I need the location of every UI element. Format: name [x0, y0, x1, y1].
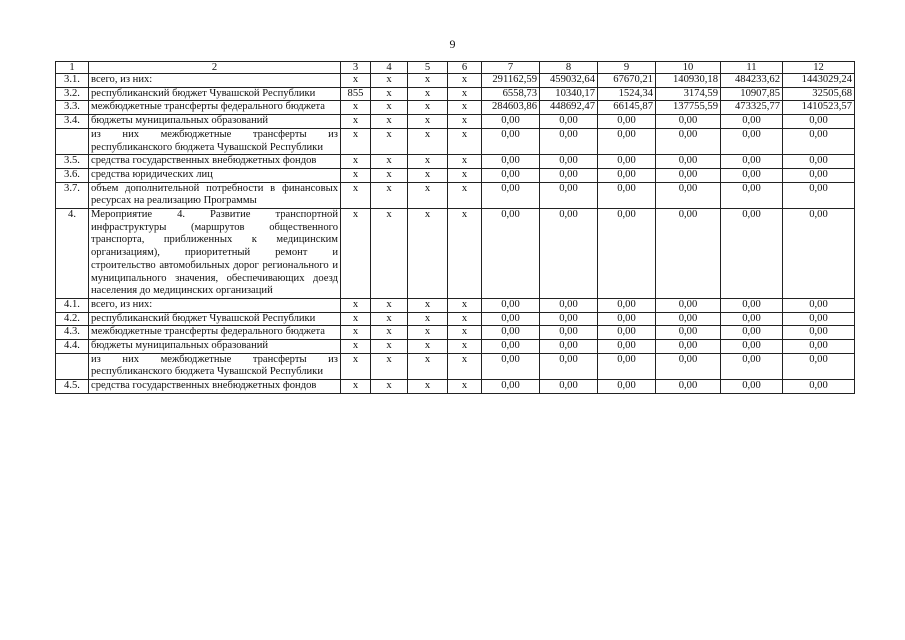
code-cell: х — [408, 115, 448, 129]
column-header: 12 — [783, 62, 855, 74]
table-row — [56, 74, 855, 88]
amount-cell: 0,00 — [656, 209, 721, 299]
table-row — [56, 312, 855, 326]
amount-cell: 0,00 — [482, 182, 540, 208]
table-row — [56, 128, 855, 154]
row-name-cell: межбюджетные трансферты федерального бюджета — [89, 101, 341, 115]
table-row — [56, 115, 855, 129]
code-cell: х — [408, 326, 448, 340]
code-cell: х — [341, 128, 371, 154]
table-row — [56, 87, 855, 101]
amount-cell: 0,00 — [482, 380, 540, 394]
code-cell: х — [448, 312, 482, 326]
amount-cell: 0,00 — [482, 115, 540, 129]
row-number-cell: 4.4. — [56, 340, 89, 354]
code-cell: х — [341, 74, 371, 88]
amount-cell: 0,00 — [783, 380, 855, 394]
code-cell: х — [341, 115, 371, 129]
amount-cell: 0,00 — [540, 209, 598, 299]
amount-cell: 0,00 — [783, 128, 855, 154]
amount-cell: 0,00 — [598, 182, 656, 208]
amount-cell: 10907,85 — [721, 87, 783, 101]
row-number-cell: 3.1. — [56, 74, 89, 88]
code-cell: х — [341, 380, 371, 394]
amount-cell: 6558,73 — [482, 87, 540, 101]
amount-cell: 0,00 — [721, 155, 783, 169]
amount-cell: 0,00 — [598, 168, 656, 182]
amount-cell: 0,00 — [656, 298, 721, 312]
amount-cell: 0,00 — [540, 168, 598, 182]
page-number: 9 — [449, 37, 456, 51]
amount-cell: 0,00 — [482, 168, 540, 182]
code-cell: х — [371, 101, 408, 115]
code-cell: х — [371, 312, 408, 326]
row-name-cell: всего, из них: — [89, 74, 341, 88]
amount-cell: 0,00 — [482, 209, 540, 299]
amount-cell: 484233,62 — [721, 74, 783, 88]
amount-cell: 1524,34 — [598, 87, 656, 101]
row-name-cell: республиканский бюджет Чувашской Республики — [89, 312, 341, 326]
amount-cell: 10340,17 — [540, 87, 598, 101]
amount-cell: 140930,18 — [656, 74, 721, 88]
amount-cell: 0,00 — [656, 353, 721, 379]
amount-cell: 448692,47 — [540, 101, 598, 115]
amount-cell: 0,00 — [540, 326, 598, 340]
code-cell: х — [448, 115, 482, 129]
amount-cell: 0,00 — [598, 326, 656, 340]
row-number-cell: 3.5. — [56, 155, 89, 169]
table-row — [56, 326, 855, 340]
code-cell: х — [371, 115, 408, 129]
amount-cell: 0,00 — [482, 128, 540, 154]
code-cell: х — [448, 298, 482, 312]
code-cell: х — [408, 128, 448, 154]
row-name-cell: межбюджетные трансферты федерального бюджета — [89, 326, 341, 340]
code-cell: х — [341, 353, 371, 379]
amount-cell: 0,00 — [656, 380, 721, 394]
amount-cell: 66145,87 — [598, 101, 656, 115]
amount-cell: 0,00 — [783, 312, 855, 326]
row-number-cell: 3.2. — [56, 87, 89, 101]
amount-cell: 0,00 — [783, 353, 855, 379]
table-row — [56, 209, 855, 299]
code-cell: 855 — [341, 87, 371, 101]
code-cell: х — [341, 326, 371, 340]
amount-cell: 1410523,57 — [783, 101, 855, 115]
row-number-cell: 4.1. — [56, 298, 89, 312]
amount-cell: 0,00 — [783, 115, 855, 129]
amount-cell: 0,00 — [656, 326, 721, 340]
code-cell: х — [341, 312, 371, 326]
code-cell: х — [448, 168, 482, 182]
amount-cell: 0,00 — [540, 312, 598, 326]
code-cell: х — [408, 298, 448, 312]
amount-cell: 0,00 — [721, 209, 783, 299]
amount-cell: 0,00 — [482, 326, 540, 340]
table-row — [56, 101, 855, 115]
code-cell: х — [408, 380, 448, 394]
code-cell: х — [448, 182, 482, 208]
row-name-cell: бюджеты муниципальных образований — [89, 340, 341, 354]
amount-cell: 0,00 — [721, 115, 783, 129]
amount-cell: 3174,59 — [656, 87, 721, 101]
table-row — [56, 340, 855, 354]
code-cell: х — [371, 209, 408, 299]
amount-cell: 32505,68 — [783, 87, 855, 101]
amount-cell: 0,00 — [540, 155, 598, 169]
code-cell: х — [408, 155, 448, 169]
amount-cell: 0,00 — [598, 298, 656, 312]
code-cell: х — [371, 340, 408, 354]
amount-cell: 0,00 — [783, 182, 855, 208]
amount-cell: 137755,59 — [656, 101, 721, 115]
code-cell: х — [408, 209, 448, 299]
code-cell: х — [408, 101, 448, 115]
column-header: 5 — [408, 62, 448, 74]
amount-cell: 0,00 — [783, 298, 855, 312]
code-cell: х — [341, 209, 371, 299]
row-name-cell: Мероприятие 4. Развитие транспортной инфраструктуры (маршрутов общественного транспорта, приближенных к медицинским организациям), приоритетный ремонт и строительство автомобильных дорог регионального и муниципального значения, обеспечивающих доезд населения до медицинских организаций — [89, 209, 341, 299]
code-cell: х — [371, 128, 408, 154]
budget-table — [55, 61, 855, 394]
amount-cell: 0,00 — [656, 182, 721, 208]
code-cell: х — [408, 340, 448, 354]
amount-cell: 459032,64 — [540, 74, 598, 88]
code-cell: х — [408, 353, 448, 379]
amount-cell: 0,00 — [540, 128, 598, 154]
code-cell: х — [448, 209, 482, 299]
row-number-cell: 3.6. — [56, 168, 89, 182]
column-header: 9 — [598, 62, 656, 74]
amount-cell: 0,00 — [482, 312, 540, 326]
table-row — [56, 155, 855, 169]
amount-cell: 0,00 — [598, 353, 656, 379]
amount-cell: 0,00 — [482, 353, 540, 379]
column-header: 6 — [448, 62, 482, 74]
row-name-cell: республиканский бюджет Чувашской Республики — [89, 87, 341, 101]
row-number-cell — [56, 128, 89, 154]
amount-cell: 284603,86 — [482, 101, 540, 115]
code-cell: х — [408, 312, 448, 326]
column-number-row — [56, 62, 855, 74]
row-number-cell: 3.7. — [56, 182, 89, 208]
row-name-cell: всего, из них: — [89, 298, 341, 312]
amount-cell: 0,00 — [482, 340, 540, 354]
amount-cell: 0,00 — [721, 298, 783, 312]
table-row — [56, 298, 855, 312]
amount-cell: 0,00 — [721, 128, 783, 154]
column-header: 4 — [371, 62, 408, 74]
amount-cell: 0,00 — [656, 312, 721, 326]
column-header: 1 — [56, 62, 89, 74]
code-cell: х — [448, 74, 482, 88]
amount-cell: 0,00 — [598, 155, 656, 169]
row-number-cell — [56, 353, 89, 379]
code-cell: х — [448, 353, 482, 379]
column-header: 11 — [721, 62, 783, 74]
code-cell: х — [408, 74, 448, 88]
code-cell: х — [371, 380, 408, 394]
table-row — [56, 168, 855, 182]
table-row — [56, 182, 855, 208]
row-name-cell: средства государственных внебюджетных фондов — [89, 155, 341, 169]
amount-cell: 0,00 — [540, 340, 598, 354]
amount-cell: 0,00 — [783, 155, 855, 169]
column-header: 2 — [89, 62, 341, 74]
amount-cell: 0,00 — [721, 326, 783, 340]
code-cell: х — [448, 380, 482, 394]
amount-cell: 0,00 — [598, 209, 656, 299]
amount-cell: 0,00 — [598, 128, 656, 154]
row-name-cell: средства юридических лиц — [89, 168, 341, 182]
code-cell: х — [341, 340, 371, 354]
code-cell: х — [448, 326, 482, 340]
amount-cell: 0,00 — [540, 380, 598, 394]
amount-cell: 0,00 — [656, 155, 721, 169]
code-cell: х — [371, 74, 408, 88]
code-cell: х — [448, 128, 482, 154]
amount-cell: 0,00 — [783, 209, 855, 299]
code-cell: х — [448, 340, 482, 354]
code-cell: х — [371, 155, 408, 169]
amount-cell: 0,00 — [783, 340, 855, 354]
amount-cell: 0,00 — [598, 380, 656, 394]
amount-cell: 0,00 — [721, 380, 783, 394]
row-number-cell: 3.3. — [56, 101, 89, 115]
amount-cell: 0,00 — [598, 340, 656, 354]
column-header: 8 — [540, 62, 598, 74]
row-number-cell: 4.2. — [56, 312, 89, 326]
column-header: 3 — [341, 62, 371, 74]
amount-cell: 0,00 — [656, 115, 721, 129]
row-name-cell: из них межбюджетные трансферты из республиканского бюджета Чувашской Республики — [89, 128, 341, 154]
code-cell: х — [448, 101, 482, 115]
row-number-cell: 4. — [56, 209, 89, 299]
amount-cell: 1443029,24 — [783, 74, 855, 88]
code-cell: х — [371, 87, 408, 101]
amount-cell: 0,00 — [656, 128, 721, 154]
code-cell: х — [408, 87, 448, 101]
amount-cell: 473325,77 — [721, 101, 783, 115]
code-cell: х — [341, 298, 371, 312]
amount-cell: 0,00 — [540, 182, 598, 208]
amount-cell: 0,00 — [656, 340, 721, 354]
code-cell: х — [371, 168, 408, 182]
amount-cell: 291162,59 — [482, 74, 540, 88]
amount-cell: 0,00 — [598, 312, 656, 326]
code-cell: х — [341, 182, 371, 208]
amount-cell: 0,00 — [721, 353, 783, 379]
table-row — [56, 380, 855, 394]
table-row — [56, 353, 855, 379]
row-number-cell: 4.3. — [56, 326, 89, 340]
code-cell: х — [371, 353, 408, 379]
amount-cell: 0,00 — [721, 312, 783, 326]
code-cell: х — [448, 155, 482, 169]
code-cell: х — [341, 155, 371, 169]
amount-cell: 0,00 — [656, 168, 721, 182]
row-name-cell: средства государственных внебюджетных фондов — [89, 380, 341, 394]
amount-cell: 0,00 — [721, 340, 783, 354]
code-cell: х — [408, 182, 448, 208]
row-name-cell: объем дополнительной потребности в финансовых ресурсах на реализацию Программы — [89, 182, 341, 208]
amount-cell: 0,00 — [540, 115, 598, 129]
amount-cell: 0,00 — [540, 353, 598, 379]
amount-cell: 0,00 — [783, 168, 855, 182]
code-cell: х — [371, 326, 408, 340]
amount-cell: 0,00 — [783, 326, 855, 340]
code-cell: х — [408, 168, 448, 182]
amount-cell: 0,00 — [721, 168, 783, 182]
row-number-cell: 3.4. — [56, 115, 89, 129]
row-number-cell: 4.5. — [56, 380, 89, 394]
column-header: 7 — [482, 62, 540, 74]
amount-cell: 0,00 — [482, 298, 540, 312]
code-cell: х — [341, 101, 371, 115]
amount-cell: 67670,21 — [598, 74, 656, 88]
code-cell: х — [371, 182, 408, 208]
row-name-cell: бюджеты муниципальных образований — [89, 115, 341, 129]
code-cell: х — [448, 87, 482, 101]
amount-cell: 0,00 — [721, 182, 783, 208]
amount-cell: 0,00 — [482, 155, 540, 169]
code-cell: х — [341, 168, 371, 182]
code-cell: х — [371, 298, 408, 312]
row-name-cell: из них межбюджетные трансферты из республиканского бюджета Чувашской Республики — [89, 353, 341, 379]
amount-cell: 0,00 — [540, 298, 598, 312]
column-header: 10 — [656, 62, 721, 74]
amount-cell: 0,00 — [598, 115, 656, 129]
